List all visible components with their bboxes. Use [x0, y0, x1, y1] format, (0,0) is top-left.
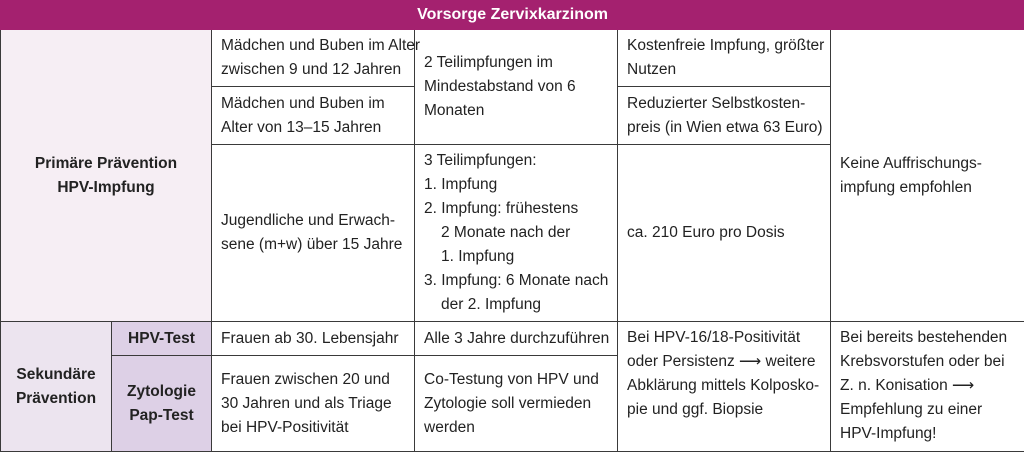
text-line: Mädchen und Buben im — [221, 94, 385, 112]
hpv-test-label: HPV-Test — [112, 322, 212, 356]
text-line: Jugendliche und Erwach- — [221, 212, 396, 229]
cytology-label — [112, 356, 212, 452]
schedule-line: 1. Impfung — [441, 248, 515, 265]
cytology-label-line1: Zytologie — [127, 382, 196, 400]
text-line: Bei HPV-16/18-Positivität — [627, 329, 801, 346]
table-title: Vorsorge Zervixkarzinom — [1, 1, 1024, 30]
text-line: preis (in Wien etwa 63 Euro) — [627, 118, 823, 136]
interval-cell — [415, 322, 618, 356]
table-row — [1, 30, 1024, 87]
schedule-line: der 2. Impfung — [441, 296, 541, 313]
text-line: oder Persistenz ⟶ weitere — [627, 353, 816, 370]
text-line: 2 Teilimpfungen im — [424, 54, 553, 71]
text-line: bei HPV-Positivität — [221, 418, 349, 436]
schedule-line: 2. Impfung: frühestens — [424, 200, 579, 217]
target-group-cell — [212, 30, 421, 87]
text-line: Frauen ab 30. Lebensjahr — [221, 329, 399, 347]
cytology-label-line2: Pap-Test — [129, 406, 194, 424]
primary-prevention-label — [1, 30, 212, 322]
target-group-cell — [212, 145, 415, 322]
text-line: Abklärung mittels Kolposko- — [627, 377, 820, 394]
text-line: Frauen zwischen 20 und — [221, 370, 390, 388]
schedule-line: 1. Impfung — [424, 176, 498, 193]
text-line: Kostenfreie Impfung, größter — [627, 37, 825, 54]
text-line: ca. 210 Euro pro Dosis — [627, 224, 785, 241]
text-line: Empfehlung zu einer — [840, 401, 983, 418]
booster-cell — [831, 30, 1024, 322]
two-dose-schedule-cell — [415, 30, 618, 145]
text-line: zwischen 9 und 12 Jahren — [221, 61, 402, 78]
text-line: Alter von 13–15 Jahren — [221, 118, 382, 136]
text-line: pie und ggf. Biopsie — [627, 401, 764, 418]
target-group-cell — [212, 322, 415, 356]
three-dose-schedule-cell — [415, 145, 618, 322]
target-group-cell — [212, 87, 415, 145]
text-line: HPV-Impfung! — [840, 425, 937, 442]
text-line: Alle 3 Jahre durchzuführen — [424, 329, 610, 347]
text-line: Nutzen — [627, 61, 677, 78]
secondary-prevention-label — [1, 322, 112, 452]
primary-label-line1: Primäre Prävention — [34, 154, 178, 172]
text-line: Zytologie soll vermieden — [424, 394, 592, 412]
text-line: 30 Jahren und als Triage — [221, 394, 392, 412]
text-line: sene (m+w) über 15 Jahre — [221, 236, 403, 253]
secondary-label-line2: Prävention — [15, 389, 97, 407]
primary-label-line2: HPV-Impfung — [57, 178, 155, 196]
target-group-cell — [212, 356, 415, 452]
text-line: Co-Testung von HPV und — [424, 370, 599, 388]
text-line: Bei bereits bestehenden — [840, 329, 1008, 346]
cost-cell — [618, 30, 831, 87]
cost-cell — [618, 145, 831, 322]
text-line: impfung empfohlen — [840, 178, 972, 196]
schedule-line: 3 Teilimpfungen: — [424, 152, 537, 169]
text-line: Keine Auffrischungs- — [840, 154, 982, 172]
text-line: werden — [424, 418, 475, 436]
schedule-line: 3. Impfung: 6 Monate nach — [424, 272, 609, 289]
text-line: Monaten — [424, 102, 485, 119]
cost-cell — [618, 87, 831, 145]
schedule-line: 2 Monate nach der — [441, 224, 571, 241]
secondary-label-line1: Sekundäre — [16, 365, 96, 383]
followup-cell — [618, 322, 831, 452]
text-line: Reduzierter Selbstkosten- — [627, 94, 806, 112]
text-line: Mädchen und Buben im Alter — [221, 37, 421, 54]
text-line: Krebsvorstufen oder bei — [840, 353, 1005, 370]
co-testing-note-cell — [415, 356, 618, 452]
title-row — [1, 1, 1024, 30]
recommendation-cell — [831, 322, 1024, 452]
text-line: Mindestabstand von 6 — [424, 78, 576, 95]
text-line: Z. n. Konisation ⟶ — [840, 377, 975, 394]
table-row — [1, 322, 1024, 356]
